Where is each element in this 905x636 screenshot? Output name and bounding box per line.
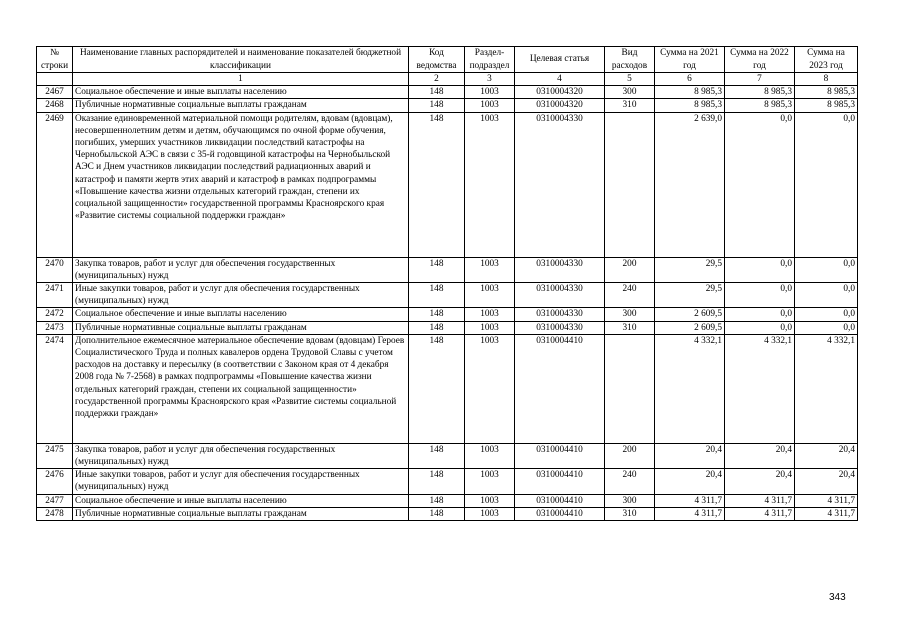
header-cell: Наименование главных распорядителей и наименование показателей бюджетной классификации bbox=[73, 47, 409, 73]
row-number: 2467 bbox=[37, 86, 73, 99]
row-ved: 148 bbox=[409, 112, 465, 257]
row-name: Социальное обеспечение и иные выплаты населению bbox=[73, 308, 409, 321]
header-cell: Сумма на 2022 год bbox=[725, 47, 795, 73]
row-statya: 0310004410 bbox=[515, 334, 605, 443]
row-razdel: 1003 bbox=[465, 257, 515, 282]
table-row bbox=[37, 334, 858, 443]
row-name: Публичные нормативные социальные выплаты гражданам bbox=[73, 99, 409, 112]
row-razdel: 1003 bbox=[465, 308, 515, 321]
row-statya: 0310004410 bbox=[515, 469, 605, 494]
row-vid: 300 bbox=[605, 494, 655, 507]
row-statya: 0310004330 bbox=[515, 112, 605, 257]
row-razdel: 1003 bbox=[465, 443, 515, 468]
row-sum-2023: 4 311,7 bbox=[795, 494, 858, 507]
row-name: Закупка товаров, работ и услуг для обеспечения государственных (муниципальных) нужд bbox=[73, 443, 409, 468]
row-sum-2021: 20,4 bbox=[655, 443, 725, 468]
page-number: 343 bbox=[829, 592, 846, 603]
row-name: Иные закупки товаров, работ и услуг для обеспечения государственных (муниципальных) нужд bbox=[73, 469, 409, 494]
row-sum-2023: 0,0 bbox=[795, 283, 858, 308]
row-number: 2471 bbox=[37, 283, 73, 308]
column-number: 1 bbox=[73, 73, 409, 86]
row-sum-2021: 4 311,7 bbox=[655, 507, 725, 520]
table-row bbox=[37, 443, 858, 468]
column-number: 6 bbox=[655, 73, 725, 86]
row-sum-2021: 8 985,3 bbox=[655, 86, 725, 99]
row-name: Оказание единовременной материальной помощи родителям, вдовам (вдовцам), несовершеннолетним детям и детям, обучающимся по очной форме обучения, погибших, умерших участников ликвидации последствий катастрофы на Чернобыльской АЭС в связи с 35-й годовщиной катастрофы на Чернобыльской АЭС и Днем участников ликвидации последствий радиационных аварий и катастроф и памяти жертв этих аварий и катастроф в рамках подпрограммы «Повышение качества жизни отдельных категорий граждан, степени их социальной защищенности» государственной программы Красноярского края «Развитие системы социальной поддержки граждан» bbox=[73, 112, 409, 257]
header-cell: № строки bbox=[37, 47, 73, 73]
row-number: 2470 bbox=[37, 257, 73, 282]
row-number: 2475 bbox=[37, 443, 73, 468]
row-vid: 310 bbox=[605, 321, 655, 334]
row-sum-2023: 8 985,3 bbox=[795, 99, 858, 112]
row-sum-2022: 8 985,3 bbox=[725, 86, 795, 99]
row-sum-2023: 20,4 bbox=[795, 469, 858, 494]
column-number: 2 bbox=[409, 73, 465, 86]
row-razdel: 1003 bbox=[465, 321, 515, 334]
row-name: Дополнительное ежемесячное материальное обеспечение вдовам (вдовцам) Героев Социалистического Труда и полных кавалеров ордена Трудовой Славы с учетом расходов на доставку и пересылку (в соответствии с Законом края от 4 декабря 2008 года № 7-2568) в рамках подпрограммы «Повышение качества жизни отдельных категорий граждан, степени их социальной защищенности» государственной программы Красноярского края «Развитие системы социальной поддержки граждан» bbox=[73, 334, 409, 443]
row-vid: 310 bbox=[605, 99, 655, 112]
row-name: Закупка товаров, работ и услуг для обеспечения государственных (муниципальных) нужд bbox=[73, 257, 409, 282]
row-sum-2021: 2 609,5 bbox=[655, 308, 725, 321]
row-ved: 148 bbox=[409, 469, 465, 494]
row-ved: 148 bbox=[409, 321, 465, 334]
row-sum-2022: 8 985,3 bbox=[725, 99, 795, 112]
column-number: 7 bbox=[725, 73, 795, 86]
header-cell: Код ведомства bbox=[409, 47, 465, 73]
row-sum-2022: 0,0 bbox=[725, 112, 795, 257]
row-statya: 0310004320 bbox=[515, 86, 605, 99]
row-razdel: 1003 bbox=[465, 99, 515, 112]
row-vid: 240 bbox=[605, 283, 655, 308]
row-number: 2473 bbox=[37, 321, 73, 334]
row-number: 2474 bbox=[37, 334, 73, 443]
row-name: Публичные нормативные социальные выплаты гражданам bbox=[73, 507, 409, 520]
row-sum-2021: 2 609,5 bbox=[655, 321, 725, 334]
column-number: 4 bbox=[515, 73, 605, 86]
table-row bbox=[37, 86, 858, 99]
row-razdel: 1003 bbox=[465, 494, 515, 507]
row-razdel: 1003 bbox=[465, 507, 515, 520]
row-statya: 0310004330 bbox=[515, 283, 605, 308]
row-ved: 148 bbox=[409, 308, 465, 321]
row-sum-2021: 8 985,3 bbox=[655, 99, 725, 112]
table-row bbox=[37, 321, 858, 334]
row-sum-2021: 29,5 bbox=[655, 257, 725, 282]
row-sum-2022: 4 311,7 bbox=[725, 507, 795, 520]
row-ved: 148 bbox=[409, 99, 465, 112]
table-row bbox=[37, 99, 858, 112]
row-sum-2021: 4 332,1 bbox=[655, 334, 725, 443]
row-name: Публичные нормативные социальные выплаты гражданам bbox=[73, 321, 409, 334]
table-row bbox=[37, 308, 858, 321]
header-cell: Целевая статья bbox=[515, 47, 605, 73]
row-sum-2022: 0,0 bbox=[725, 283, 795, 308]
row-sum-2022: 4 311,7 bbox=[725, 494, 795, 507]
row-sum-2023: 4 332,1 bbox=[795, 334, 858, 443]
table-row bbox=[37, 257, 858, 282]
row-ved: 148 bbox=[409, 334, 465, 443]
row-ved: 148 bbox=[409, 257, 465, 282]
table-row bbox=[37, 112, 858, 257]
row-vid: 200 bbox=[605, 257, 655, 282]
row-razdel: 1003 bbox=[465, 334, 515, 443]
row-ved: 148 bbox=[409, 507, 465, 520]
column-number: 8 bbox=[795, 73, 858, 86]
column-number: 5 bbox=[605, 73, 655, 86]
header-cell: Сумма на 2023 год bbox=[795, 47, 858, 73]
row-number: 2477 bbox=[37, 494, 73, 507]
row-number: 2476 bbox=[37, 469, 73, 494]
row-razdel: 1003 bbox=[465, 469, 515, 494]
row-sum-2021: 20,4 bbox=[655, 469, 725, 494]
row-statya: 0310004410 bbox=[515, 507, 605, 520]
row-vid: 300 bbox=[605, 308, 655, 321]
row-vid: 310 bbox=[605, 507, 655, 520]
row-vid: 300 bbox=[605, 86, 655, 99]
table-row bbox=[37, 469, 858, 494]
table-row bbox=[37, 494, 858, 507]
row-sum-2023: 4 311,7 bbox=[795, 507, 858, 520]
row-sum-2022: 0,0 bbox=[725, 321, 795, 334]
row-razdel: 1003 bbox=[465, 86, 515, 99]
table-row bbox=[37, 507, 858, 520]
row-sum-2022: 4 332,1 bbox=[725, 334, 795, 443]
row-statya: 0310004330 bbox=[515, 321, 605, 334]
row-name: Иные закупки товаров, работ и услуг для обеспечения государственных (муниципальных) нужд bbox=[73, 283, 409, 308]
row-statya: 0310004330 bbox=[515, 257, 605, 282]
column-number bbox=[37, 73, 73, 86]
row-number: 2478 bbox=[37, 507, 73, 520]
header-cell: Раздел-подраздел bbox=[465, 47, 515, 73]
row-vid: 200 bbox=[605, 443, 655, 468]
header-row bbox=[37, 47, 858, 73]
row-sum-2023: 0,0 bbox=[795, 257, 858, 282]
row-sum-2023: 0,0 bbox=[795, 308, 858, 321]
row-vid bbox=[605, 334, 655, 443]
header-cell: Сумма на 2021 год bbox=[655, 47, 725, 73]
row-statya: 0310004330 bbox=[515, 308, 605, 321]
row-ved: 148 bbox=[409, 494, 465, 507]
row-sum-2022: 20,4 bbox=[725, 443, 795, 468]
row-number: 2468 bbox=[37, 99, 73, 112]
row-sum-2023: 0,0 bbox=[795, 112, 858, 257]
table-row bbox=[37, 283, 858, 308]
row-sum-2022: 20,4 bbox=[725, 469, 795, 494]
row-sum-2022: 0,0 bbox=[725, 308, 795, 321]
row-name: Социальное обеспечение и иные выплаты населению bbox=[73, 86, 409, 99]
row-sum-2023: 8 985,3 bbox=[795, 86, 858, 99]
row-sum-2023: 0,0 bbox=[795, 321, 858, 334]
row-number: 2469 bbox=[37, 112, 73, 257]
column-number-row bbox=[37, 73, 858, 86]
row-name: Социальное обеспечение и иные выплаты населению bbox=[73, 494, 409, 507]
header-cell: Вид расходов bbox=[605, 47, 655, 73]
row-statya: 0310004410 bbox=[515, 443, 605, 468]
row-ved: 148 bbox=[409, 443, 465, 468]
row-vid bbox=[605, 112, 655, 257]
row-ved: 148 bbox=[409, 283, 465, 308]
row-statya: 0310004410 bbox=[515, 494, 605, 507]
budget-table bbox=[36, 46, 858, 521]
row-vid: 240 bbox=[605, 469, 655, 494]
row-number: 2472 bbox=[37, 308, 73, 321]
row-ved: 148 bbox=[409, 86, 465, 99]
column-number: 3 bbox=[465, 73, 515, 86]
row-sum-2021: 29,5 bbox=[655, 283, 725, 308]
row-razdel: 1003 bbox=[465, 112, 515, 257]
row-razdel: 1003 bbox=[465, 283, 515, 308]
row-sum-2021: 4 311,7 bbox=[655, 494, 725, 507]
row-statya: 0310004320 bbox=[515, 99, 605, 112]
row-sum-2021: 2 639,0 bbox=[655, 112, 725, 257]
row-sum-2022: 0,0 bbox=[725, 257, 795, 282]
row-sum-2023: 20,4 bbox=[795, 443, 858, 468]
